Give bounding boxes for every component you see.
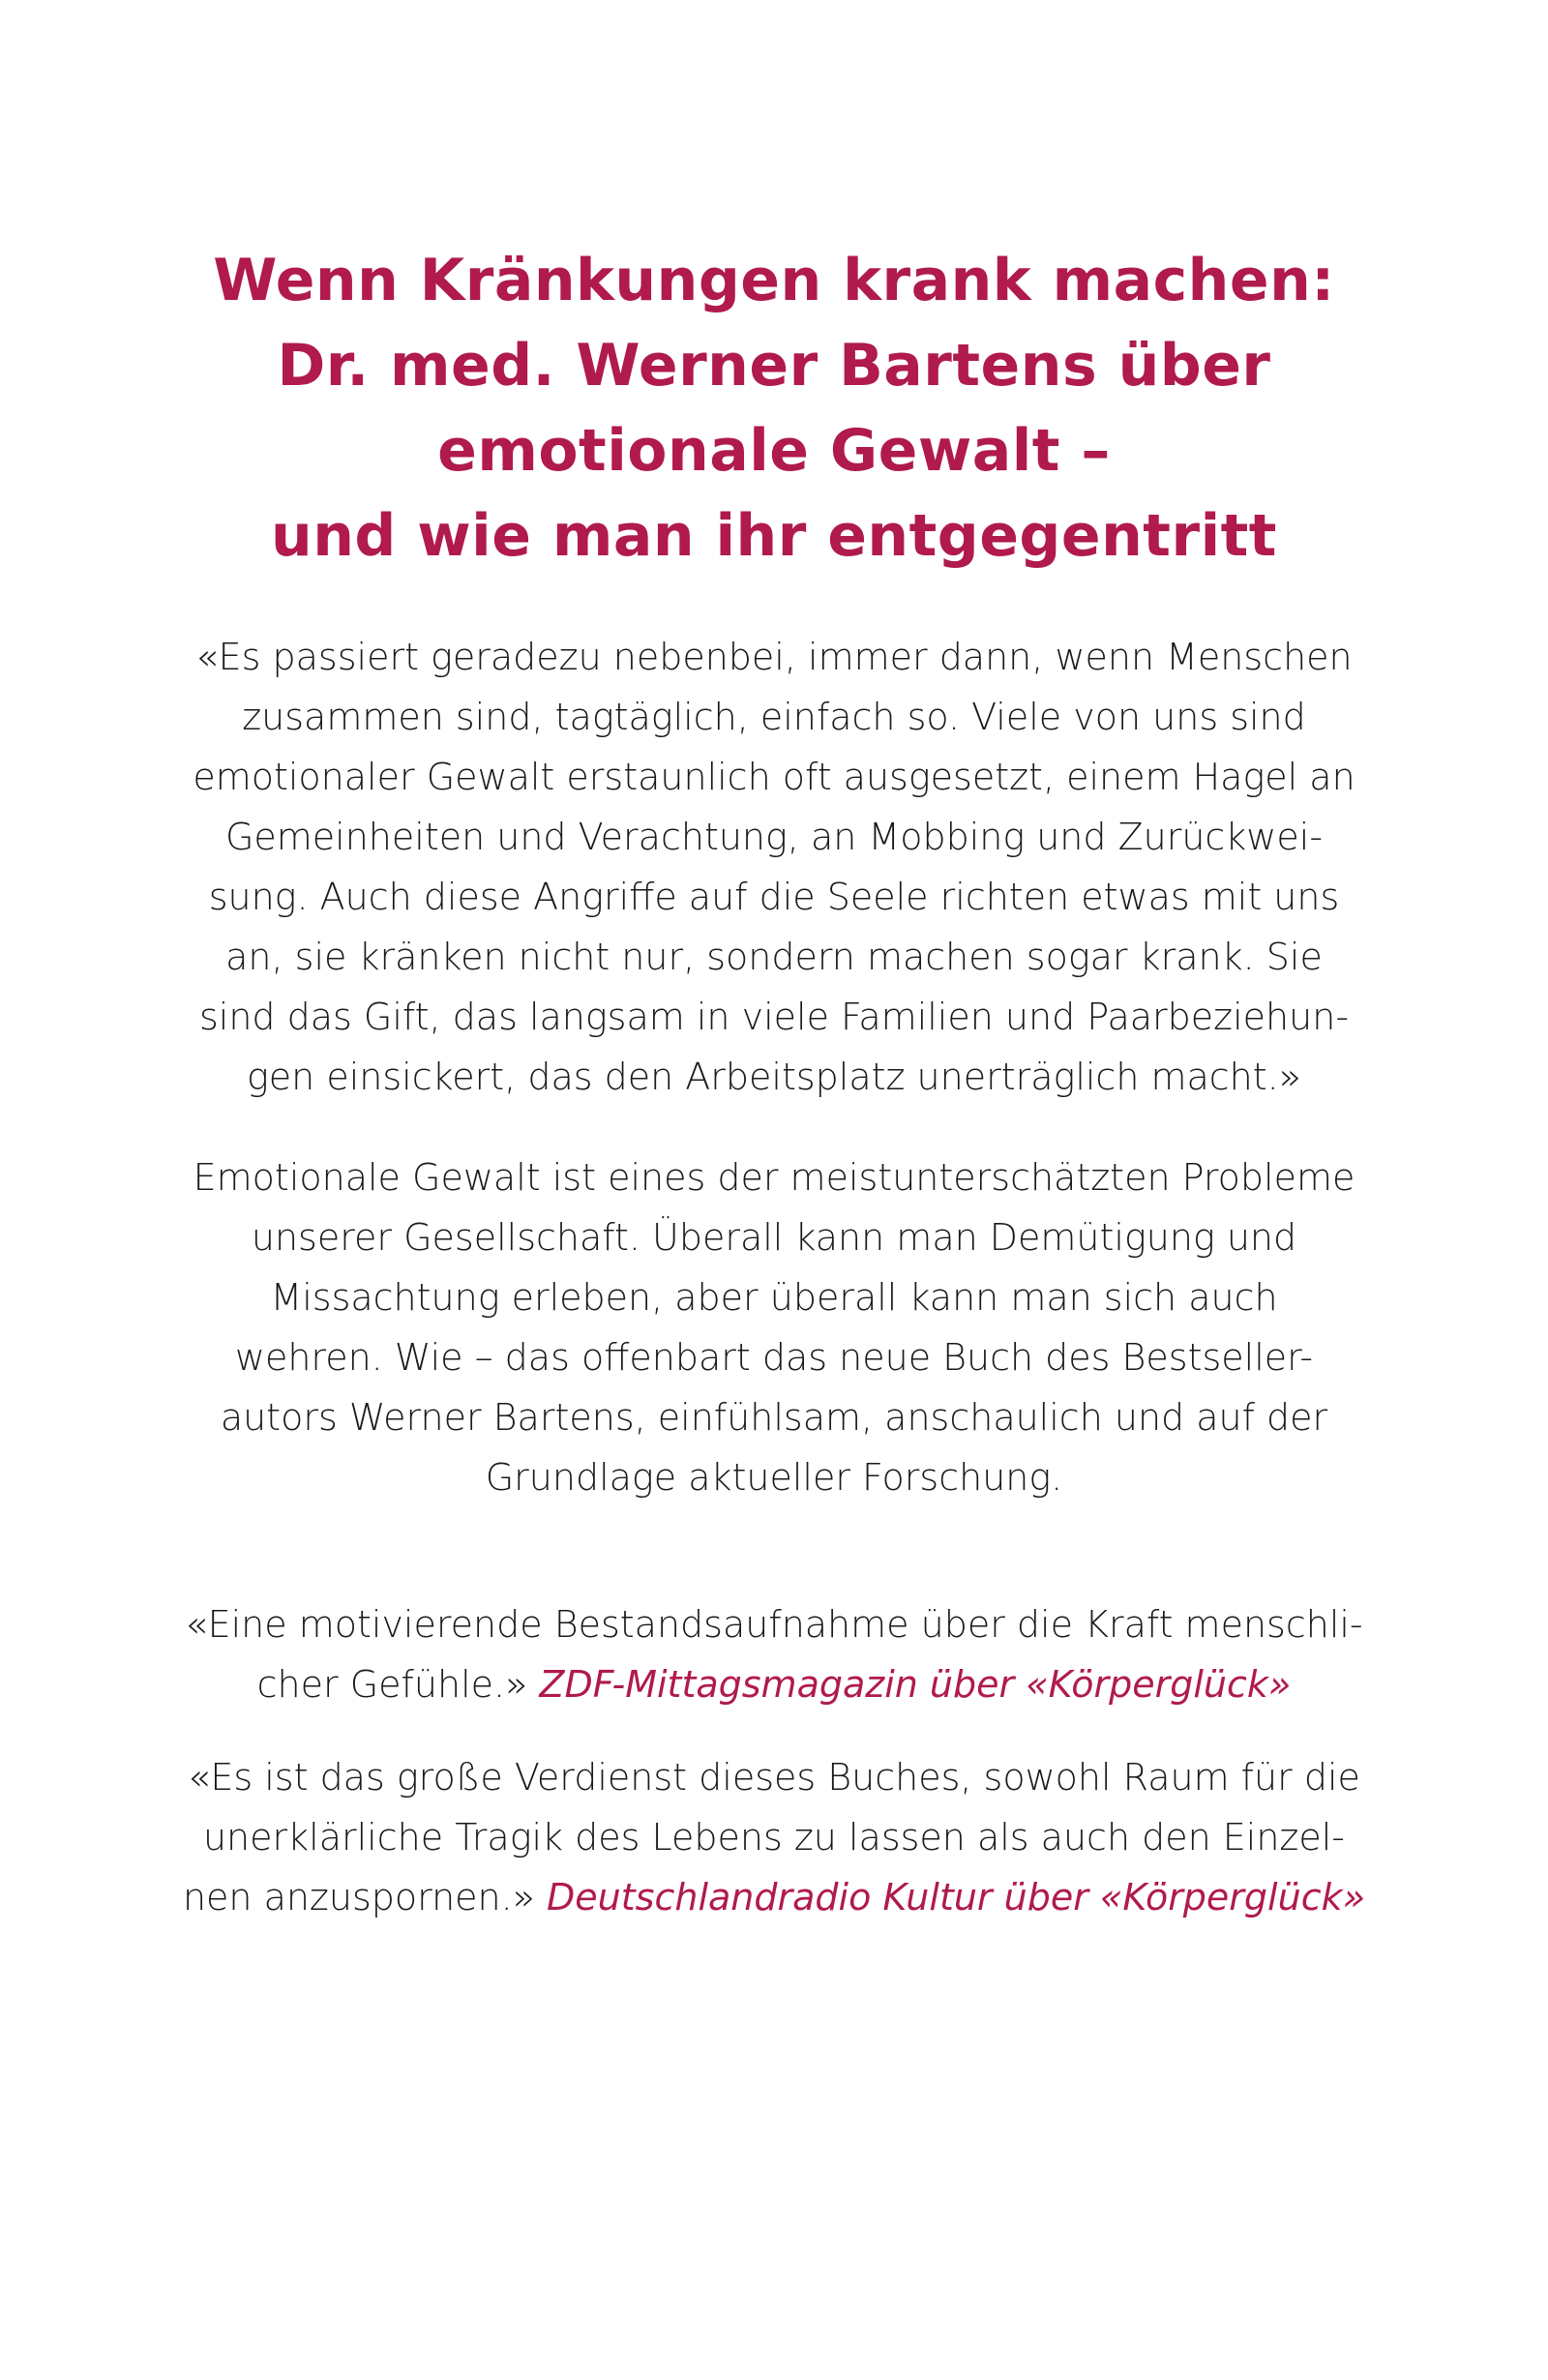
- review-source: ZDF-Mittagsmagazin über «Körperglück»: [539, 1663, 1292, 1706]
- book-blurb: [97, 1147, 1451, 1507]
- blurb-line: Grundlage aktueller Forschung.: [485, 1456, 1063, 1499]
- quote-line: «Es passiert geradezu nebenbei, immer dann, wenn Menschen: [195, 636, 1353, 678]
- review-line: «Es ist das große Verdienst dieses Buches, sowohl Raum für die: [188, 1756, 1360, 1799]
- headline-line: Wenn Kränkungen krank machen:: [213, 247, 1335, 314]
- review-line: unerklärliche Tragik des Lebens zu lassen als auch den Einzel-: [202, 1816, 1346, 1859]
- book-quote: [97, 627, 1451, 1107]
- quote-line: Gemeinheiten und Verachtung, an Mobbing und Zurückwei-: [224, 816, 1324, 858]
- press-review: [97, 1594, 1451, 1714]
- quote-line: an, sie kränken nicht nur, sondern machen sogar krank. Sie: [225, 936, 1323, 978]
- blurb-line: unserer Gesellschaft. Überall kann man Demütigung und: [251, 1216, 1297, 1259]
- quote-line: sung. Auch diese Angriffe auf die Seele richten etwas mit uns: [208, 876, 1340, 918]
- review-line: [97, 1867, 1451, 1927]
- review-source: Deutschlandradio Kultur über «Körperglück»: [547, 1876, 1366, 1919]
- press-review: [97, 1747, 1451, 1927]
- quote-line: sind das Gift, das langsam in viele Familien und Paarbeziehun-: [198, 996, 1350, 1038]
- headline-line: Dr. med. Werner Bartens über: [277, 332, 1271, 400]
- blurb-line: autors Werner Bartens, einfühlsam, anschaulich und auf der: [220, 1396, 1328, 1439]
- review-text: cher Gefühle.»: [256, 1663, 540, 1706]
- headline-line: und wie man ihr entgegentritt: [270, 502, 1277, 570]
- review-line: «Eine motivierende Bestandsaufnahme über die Kraft menschli-: [185, 1603, 1363, 1646]
- quote-line: gen einsickert, das den Arbeitsplatz unerträglich macht.»: [247, 1056, 1301, 1098]
- headline-line: emotionale Gewalt –: [437, 417, 1111, 485]
- blurb-line: Missachtung erleben, aber überall kann man sich auch: [270, 1276, 1278, 1319]
- headline: [97, 238, 1451, 579]
- review-text: nen anzuspornen.»: [182, 1876, 548, 1919]
- blurb-line: Emotionale Gewalt ist eines der meistunterschätzten Probleme: [193, 1156, 1355, 1199]
- quote-line: emotionaler Gewalt erstaunlich oft ausgesetzt, einem Hagel an: [193, 756, 1355, 798]
- review-line: [97, 1654, 1451, 1714]
- blurb-line: wehren. Wie – das offenbart das neue Buch des Bestseller-: [234, 1336, 1314, 1379]
- quote-line: zusammen sind, tagtäglich, einfach so. Viele von uns sind: [242, 696, 1306, 738]
